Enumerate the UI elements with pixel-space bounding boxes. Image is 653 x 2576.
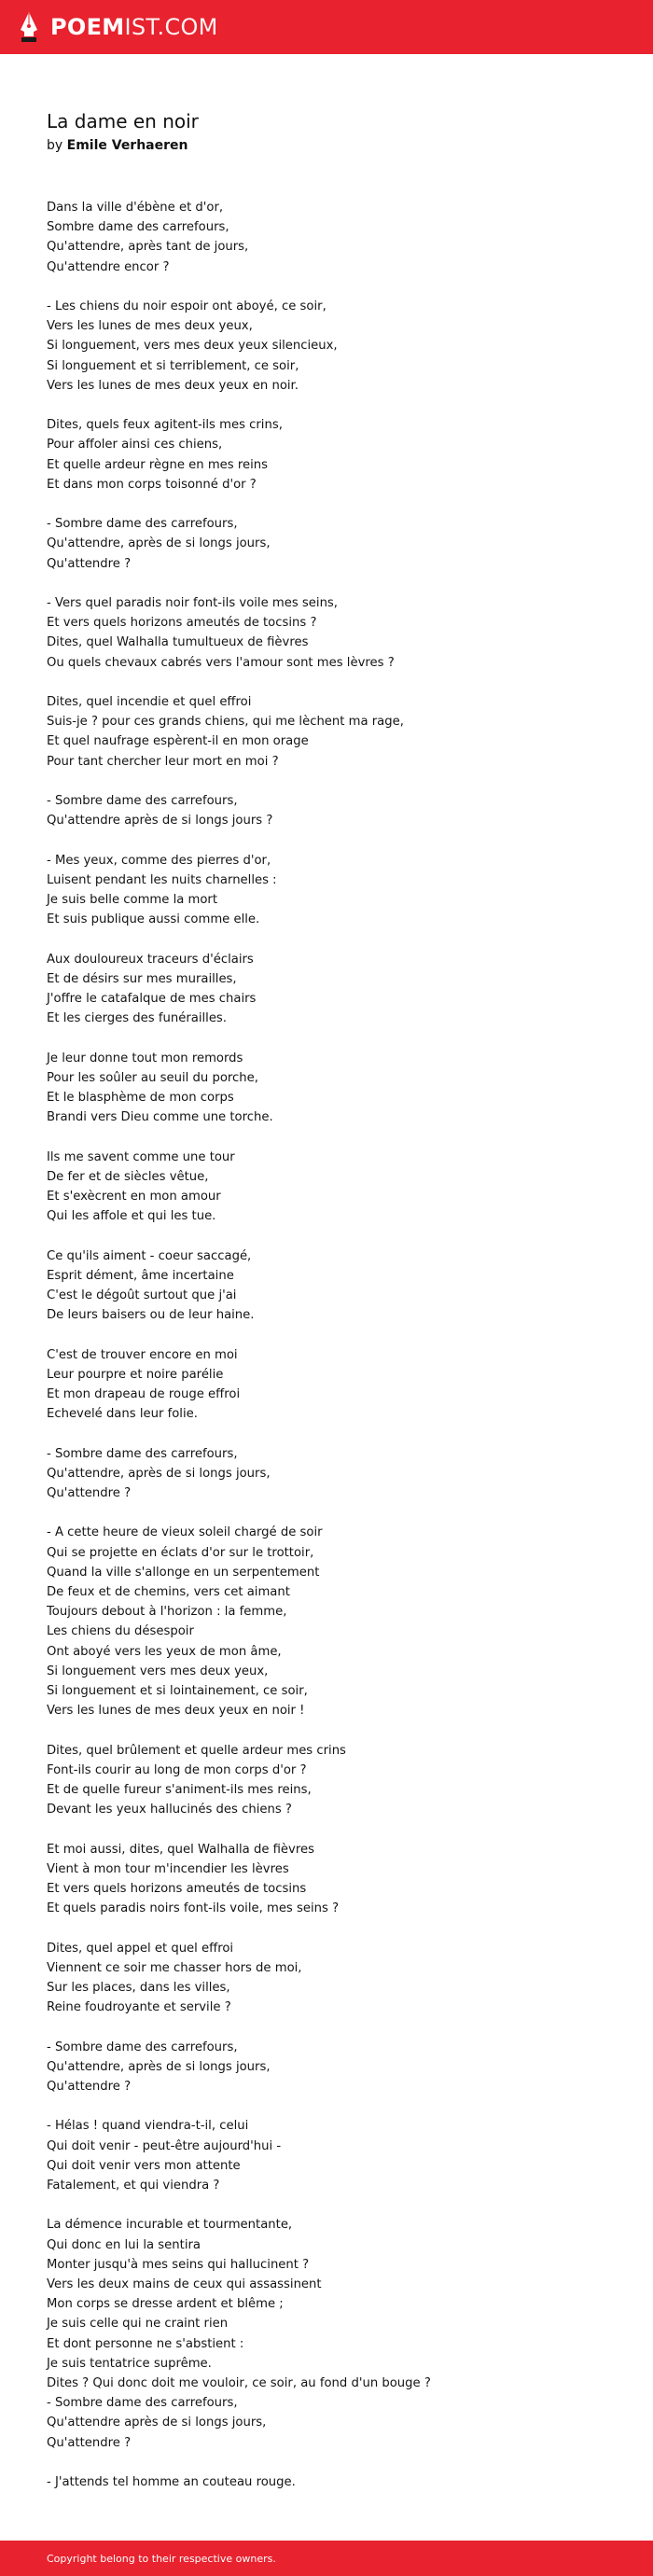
poem-stanza (47, 692, 625, 772)
poem-line: - Les chiens du noir espoir ont aboyé, ce soir, (47, 299, 326, 313)
brand-name (50, 16, 218, 38)
poem-line: Ils me savent comme une tour (47, 1149, 235, 1164)
poem-line: Et vers quels horizons ameutés de tocsins (47, 1882, 307, 1897)
poem-stanza (47, 1444, 625, 1504)
poem-stanza (47, 1741, 625, 1820)
home-logo-link[interactable] (17, 11, 218, 43)
poem-line: Dites, quel appel et quel effroi (47, 1941, 234, 1956)
poem-line: Qu'attendre, après de si longs jours, (47, 536, 271, 551)
poem-stanza (47, 198, 625, 277)
poem-line: Qu'attendre ? (47, 2435, 132, 2450)
poem-line: Monter jusqu'à mes seins qui hallucinent ? (47, 2257, 310, 2272)
poem-line: De leurs baisers ou de leur haine. (47, 1308, 255, 1323)
poem-stanza (47, 1523, 625, 1720)
poem-line: Dites, quel incendie et quel effroi (47, 695, 252, 709)
poem-line: - Sombre dame des carrefours, (47, 517, 238, 532)
poem-line: Vers les lunes de mes deux yeux en noir. (47, 378, 299, 393)
poem-line: Dites ? Qui donc doit me vouloir, ce soir, au fond d'un bouge ? (47, 2376, 431, 2391)
poem-line: De feux et de chemins, vers cet aimant (47, 1585, 290, 1599)
poem-line: Dites, quel brûlement et quelle ardeur mes crins (47, 1743, 346, 1758)
poem-line: Si longuement, vers mes deux yeux silencieux, (47, 339, 338, 354)
poem-line: Dites, quel Walhalla tumultueux de fièvres (47, 635, 309, 650)
poem-line: Aux douloureux traceurs d'éclairs (47, 952, 254, 967)
poem-stanza (47, 851, 625, 930)
poem-byline (47, 136, 625, 155)
poem-line: Et mon drapeau de rouge effroi (47, 1387, 241, 1401)
poem-stanza (47, 1246, 625, 1326)
site-footer (0, 2541, 653, 2576)
poem-line: Qu'attendre ? (47, 2080, 132, 2095)
poem-line: C'est de trouver encore en moi (47, 1347, 238, 1362)
poem-line: Ou quels chevaux cabrés vers l'amour sont mes lèvres ? (47, 655, 395, 670)
poem-title: La dame en noir (47, 110, 199, 132)
poem-line: Vers les lunes de mes deux yeux en noir ! (47, 1704, 305, 1719)
poem-line: Qu'attendre, après tant de jours, (47, 240, 249, 255)
poem-line: Et s'exècrent en mon amour (47, 1190, 221, 1204)
brand-name-bold: POEM (50, 14, 125, 40)
poem-line: Et dans mon corps toisonné d'or ? (47, 477, 257, 492)
poem-line: Esprit dément, âme incertaine (47, 1268, 234, 1283)
poem-line: Quand la ville s'allonge en un serpentement (47, 1565, 320, 1580)
poem-stanza (47, 1049, 625, 1128)
poem-stanza (47, 1939, 625, 2018)
poem-line: Font-ils courir au long de mon corps d'or ? (47, 1762, 307, 1777)
poem-line: Qu'attendre, après de si longs jours, (47, 1466, 271, 1481)
poem-line: Si longuement et si lointainement, ce soir, (47, 1684, 308, 1699)
by-label: by (47, 138, 63, 153)
poem-line: Qu'attendre après de si longs jours, (47, 2416, 267, 2430)
poem-line: Qu'attendre ? (47, 1486, 132, 1500)
poem-line: Brandi vers Dieu comme une torche. (47, 1110, 273, 1125)
poem-line: - Sombre dame des carrefours, (47, 2396, 238, 2411)
poem-line: Je leur donne tout mon remords (47, 1051, 243, 1065)
poem-line: C'est le dégoût surtout que j'ai (47, 1288, 237, 1302)
author-link[interactable]: Emile Verhaeren (66, 138, 188, 153)
poem-line: Et quel naufrage espèrent-il en mon orage (47, 734, 309, 749)
poem-line: Pour tant chercher leur mort en moi ? (47, 754, 279, 769)
poem-line: Pour les soûler au seuil du porche, (47, 1070, 258, 1085)
poem-stanza (47, 791, 625, 830)
poem-line: Et les cierges des funérailles. (47, 1011, 227, 1026)
poem-line: - Sombre dame des carrefours, (47, 794, 238, 808)
poem-line: Si longuement vers mes deux yeux, (47, 1664, 269, 1678)
poem-line: - Sombre dame des carrefours, (47, 1446, 238, 1461)
poem-line: Qu'attendre, après de si longs jours, (47, 2059, 271, 2074)
poem-line: Ce qu'ils aiment - coeur saccagé, (47, 1248, 252, 1263)
poem-line: Vers les lunes de mes deux yeux, (47, 319, 253, 334)
poem-line: Et de désirs sur mes murailles, (47, 971, 237, 986)
poem-line: La démence incurable et tourmentante, (47, 2218, 293, 2233)
poem-line: Pour affoler ainsi ces chiens, (47, 438, 223, 453)
poem-line: Echevelé dans leur folie. (47, 1407, 198, 1422)
poem-line: Et le blasphème de mon corps (47, 1091, 234, 1105)
site-header (0, 0, 653, 54)
poem-line: Qui se projette en éclats d'or sur le trottoir, (47, 1545, 314, 1560)
poem-stanza (47, 1345, 625, 1425)
poem-line: Je suis belle comme la mort (47, 893, 218, 907)
poem-line: Ont aboyé vers les yeux de mon âme, (47, 1644, 282, 1659)
poem-line: Qui les affole et qui les tue. (47, 1209, 216, 1224)
poem-stanza (47, 415, 625, 494)
copyright-notice: Copyright belong to their respective owners. (47, 2552, 276, 2565)
poem-line: Qu'attendre après de si longs jours ? (47, 814, 273, 828)
poem-line: Dans la ville d'ébène et d'or, (47, 201, 224, 215)
poem-line: Toujours debout à l'horizon : la femme, (47, 1605, 287, 1620)
poem-line: Et vers quels horizons ameutés de tocsins ? (47, 616, 317, 631)
poem-line: - Mes yeux, comme des pierres d'or, (47, 853, 271, 868)
poem-content (47, 108, 625, 2512)
poem-line: - Sombre dame des carrefours, (47, 2040, 238, 2054)
poem-stanza (47, 2038, 625, 2097)
poem-line: Je suis tentatrice suprême. (47, 2356, 212, 2371)
poem-line: Reine foudroyante et servile ? (47, 2000, 231, 2015)
poem-line: Qui doit venir - peut-être aujourd'hui - (47, 2138, 282, 2153)
poem-stanza (47, 297, 625, 396)
poem-line: Devant les yeux hallucinés des chiens ? (47, 1803, 292, 1817)
poem-stanza (47, 514, 625, 574)
poem-line: Vers les deux mains de ceux qui assassinent (47, 2277, 322, 2292)
poem-line: Fatalement, et qui viendra ? (47, 2179, 220, 2193)
poem-line: Qui donc en lui la sentira (47, 2237, 201, 2252)
poem-line: Qui doit venir vers mon attente (47, 2158, 241, 2173)
poem-line: Et suis publique aussi comme elle. (47, 912, 260, 927)
poem-line: Et quelle ardeur règne en mes reins (47, 457, 269, 472)
poem-line: Et moi aussi, dites, quel Walhalla de fièvres (47, 1842, 314, 1857)
poem-line: Mon corps se dresse ardent et blême ; (47, 2297, 284, 2312)
poem-stanza (47, 950, 625, 1029)
poem-line: - A cette heure de vieux soleil chargé de soir (47, 1525, 323, 1540)
poem-stanza (47, 1148, 625, 1227)
poem-line: Qu'attendre encor ? (47, 259, 170, 274)
poem-line: Sombre dame des carrefours, (47, 220, 229, 235)
poem-line: - J'attends tel homme an couteau rouge. (47, 2475, 296, 2490)
poem-line: Et quels paradis noirs font-ils voile, mes seins ? (47, 1901, 340, 1916)
poem-line: Viennent ce soir me chasser hors de moi, (47, 1960, 302, 1975)
poem-line: Vient à mon tour m'incendier les lèvres (47, 1861, 289, 1876)
poem-line: - Vers quel paradis noir font-ils voile mes seins, (47, 596, 338, 610)
poem-line: Sur les places, dans les villes, (47, 1981, 230, 1996)
poem-line: Leur pourpre et noire parélie (47, 1367, 224, 1382)
poem-line: Et de quelle fureur s'animent-ils mes reins, (47, 1783, 312, 1798)
poem-body (47, 198, 625, 2492)
poem-stanza (47, 2215, 625, 2452)
poem-line: Qu'attendre ? (47, 556, 132, 571)
poem-line: Si longuement et si terriblement, ce soir, (47, 358, 299, 373)
poem-line: Je suis celle qui ne craint rien (47, 2317, 229, 2332)
poem-line: J'offre le catafalque de mes chairs (47, 992, 257, 1006)
poem-line: Suis-je ? pour ces grands chiens, qui me lèchent ma rage, (47, 715, 404, 730)
poem-stanza (47, 593, 625, 673)
quill-nib-icon (17, 11, 41, 43)
poem-line: Les chiens du désespoir (47, 1624, 194, 1639)
poem-stanza (47, 2116, 625, 2195)
poem-line: De fer et de siècles vêtue, (47, 1169, 209, 1184)
poem-stanza (47, 2472, 625, 2492)
poem-line: Luisent pendant les nuits charnelles : (47, 872, 277, 887)
poem-line: Et dont personne ne s'abstient : (47, 2336, 244, 2351)
poem-line: Dites, quels feux agitent-ils mes crins, (47, 418, 283, 433)
brand-name-light: IST.COM (124, 14, 218, 40)
poem-line: - Hélas ! quand viendra-t-il, celui (47, 2119, 249, 2134)
poem-stanza (47, 1840, 625, 1919)
